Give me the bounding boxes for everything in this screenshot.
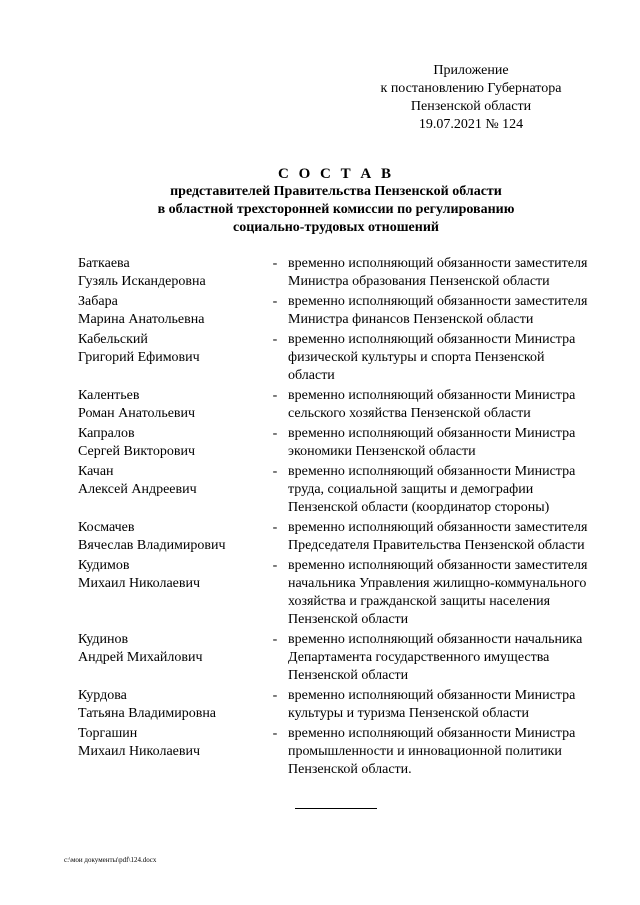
member-role-line: временно исполняющий обязанности заместителя xyxy=(288,520,588,535)
member-dash: - xyxy=(272,332,278,347)
member-name xyxy=(78,255,262,291)
member-role-line: временно исполняющий обязанности Министра xyxy=(288,388,576,403)
member-given-names: Григорий Ефимович xyxy=(78,350,200,365)
member-dash: - xyxy=(272,294,278,309)
member-name xyxy=(78,425,262,461)
member-role xyxy=(288,631,612,685)
member-surname: Космачев xyxy=(78,520,135,535)
member-dash: - xyxy=(272,426,278,441)
member-role xyxy=(288,725,612,779)
member-role-line: Пензенской области. xyxy=(288,762,412,777)
member-given-names: Вячеслав Владимирович xyxy=(78,538,226,553)
member-given-names: Сергей Викторович xyxy=(78,444,196,459)
member-role-line: временно исполняющий обязанности Министра xyxy=(288,464,576,479)
member-role xyxy=(288,387,612,423)
appendix-region-line: Пензенской области xyxy=(410,99,532,114)
member-name xyxy=(78,557,262,629)
member-name xyxy=(78,687,262,723)
member-row xyxy=(78,331,612,385)
appendix-decree-line: к постановлению Губернатора xyxy=(380,81,562,96)
member-role-line: области xyxy=(288,368,335,383)
member-row xyxy=(78,293,612,329)
member-role-line: Министра образования Пензенской области xyxy=(288,274,550,289)
member-role-line: временно исполняющий обязанности заместителя xyxy=(288,558,588,573)
member-role-line: культуры и туризма Пензенской области xyxy=(288,706,530,721)
member-dash: - xyxy=(272,464,278,479)
member-surname: Курдова xyxy=(78,688,127,703)
member-dash: - xyxy=(272,632,278,647)
member-name xyxy=(78,725,262,779)
member-role-line: экономики Пензенской области xyxy=(288,444,476,459)
member-surname: Забара xyxy=(78,294,118,309)
file-path-footer: c:\мои документы\pdf\124.docx xyxy=(64,856,157,864)
member-name xyxy=(78,293,262,329)
member-row xyxy=(78,725,612,779)
member-role-line: временно исполняющий обязанности заместителя xyxy=(288,256,588,271)
title-line-1: представителей Правительства Пензенской области xyxy=(170,184,502,199)
member-role-line: хозяйства и гражданской защиты населения xyxy=(288,594,551,609)
member-row xyxy=(78,255,612,291)
member-surname: Торгашин xyxy=(78,726,138,741)
closing-divider xyxy=(295,808,377,809)
member-dash: - xyxy=(272,726,278,741)
document-title xyxy=(60,165,612,237)
member-row xyxy=(78,387,612,423)
member-dash: - xyxy=(272,256,278,271)
member-row xyxy=(78,519,612,555)
member-row xyxy=(78,425,612,461)
member-given-names: Андрей Михайлович xyxy=(78,650,203,665)
member-row xyxy=(78,631,612,685)
member-role-line: временно исполняющий обязанности Министра xyxy=(288,426,576,441)
member-role xyxy=(288,293,612,329)
member-given-names: Марина Анатольевна xyxy=(78,312,205,327)
member-role-line: временно исполняющий обязанности Министра xyxy=(288,688,576,703)
member-role xyxy=(288,519,612,555)
member-role-line: временно исполняющий обязанности заместителя xyxy=(288,294,588,309)
member-role-line: труда, социальной защиты и демографии xyxy=(288,482,534,497)
member-name xyxy=(78,519,262,555)
member-row xyxy=(78,557,612,629)
member-surname: Качан xyxy=(78,464,114,479)
member-role-line: промышленности и инновационной политики xyxy=(288,744,562,759)
member-surname: Кудимов xyxy=(78,558,130,573)
member-given-names: Алексей Андреевич xyxy=(78,482,197,497)
title-main: С О С Т А В xyxy=(278,166,394,182)
member-given-names: Татьяна Владимировна xyxy=(78,706,217,721)
member-dash: - xyxy=(272,520,278,535)
member-role-line: временно исполняющий обязанности Министра xyxy=(288,726,576,741)
member-name xyxy=(78,463,262,517)
member-role-line: Департамента государственного имущества xyxy=(288,650,550,665)
member-role xyxy=(288,463,612,517)
member-name xyxy=(78,387,262,423)
member-role xyxy=(288,425,612,461)
member-surname: Кудинов xyxy=(78,632,129,647)
member-dash: - xyxy=(272,388,278,403)
member-given-names: Роман Анатольевич xyxy=(78,406,196,421)
appendix-header xyxy=(330,62,612,134)
appendix-label: Приложение xyxy=(433,63,509,78)
member-role xyxy=(288,255,612,291)
member-role-line: физической культуры и спорта Пензенской xyxy=(288,350,545,365)
member-given-names: Михаил Николаевич xyxy=(78,744,201,759)
member-name xyxy=(78,631,262,685)
members-list xyxy=(78,255,612,781)
member-surname: Кабельский xyxy=(78,332,148,347)
title-line-3: социально-трудовых отношений xyxy=(233,220,439,235)
member-dash: - xyxy=(272,688,278,703)
member-role-line: Пензенской области xyxy=(288,612,409,627)
member-surname: Калентьев xyxy=(78,388,140,403)
member-row xyxy=(78,463,612,517)
member-role xyxy=(288,687,612,723)
member-role-line: Пензенской области xyxy=(288,668,409,683)
title-line-2: в областной трехсторонней комиссии по регулированию xyxy=(157,202,515,217)
member-given-names: Гузяль Искандеровна xyxy=(78,274,206,289)
member-role-line: Председателя Правительства Пензенской области xyxy=(288,538,585,553)
member-role xyxy=(288,557,612,629)
member-role-line: временно исполняющий обязанности начальника xyxy=(288,632,583,647)
member-role xyxy=(288,331,612,385)
member-role-line: начальника Управления жилищно-коммунального xyxy=(288,576,587,591)
member-surname: Баткаева xyxy=(78,256,130,271)
member-row xyxy=(78,687,612,723)
member-name xyxy=(78,331,262,385)
member-role-line: временно исполняющий обязанности Министра xyxy=(288,332,576,347)
member-role-line: Пензенской области (координатор стороны) xyxy=(288,500,550,515)
member-given-names: Михаил Николаевич xyxy=(78,576,201,591)
member-role-line: Министра финансов Пензенской области xyxy=(288,312,534,327)
appendix-date-number: 19.07.2021 № 124 xyxy=(418,117,524,132)
member-role-line: сельского хозяйства Пензенской области xyxy=(288,406,531,421)
member-surname: Капралов xyxy=(78,426,135,441)
member-dash: - xyxy=(272,558,278,573)
